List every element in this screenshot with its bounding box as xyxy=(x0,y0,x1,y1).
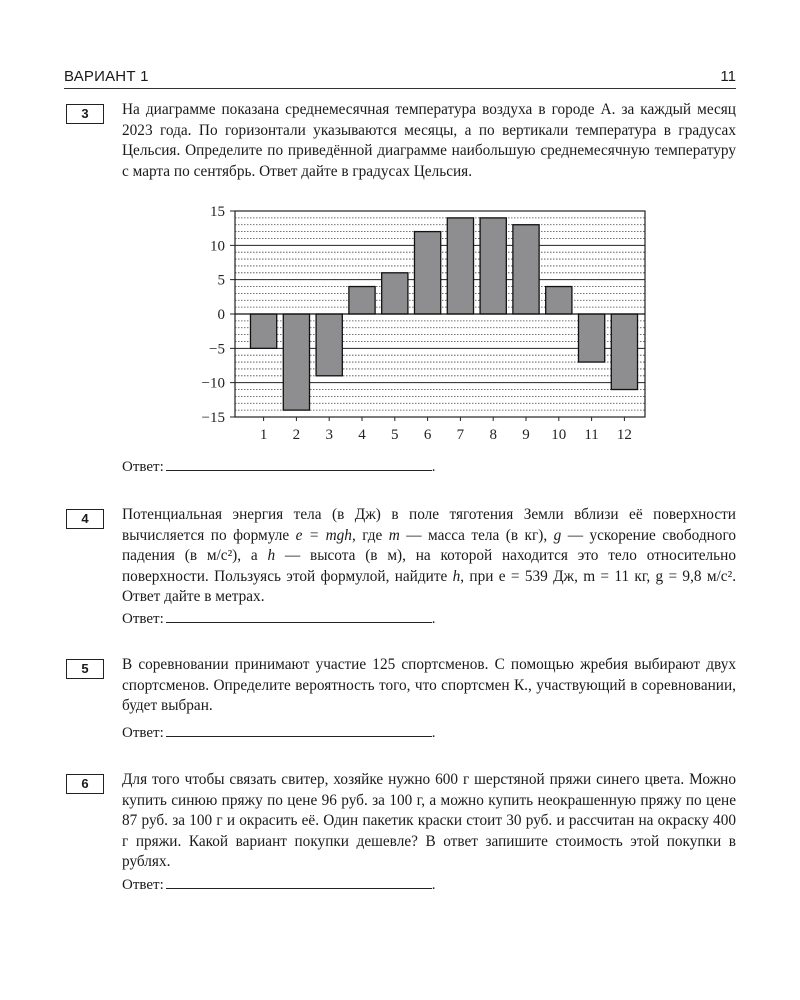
task-number: 5 xyxy=(66,659,104,679)
answer-label: Ответ: xyxy=(122,459,164,475)
bar-month-5 xyxy=(382,273,408,314)
x-tick-label: 3 xyxy=(325,427,333,443)
task-number: 6 xyxy=(66,774,104,794)
page-number: 11 xyxy=(720,68,736,85)
x-tick-label: 5 xyxy=(391,427,399,443)
y-tick-label: −5 xyxy=(209,341,225,358)
task-text: В соревновании принимают участие 125 спортсменов. С помощью жребия выбирают двух спортсменов. Определите вероятность того, что спортсмен К., участвующий в соревновании, будет выбран. xyxy=(122,656,736,714)
x-tick-label: 12 xyxy=(616,427,632,443)
y-tick-label: −15 xyxy=(201,410,225,426)
y-tick-label: −10 xyxy=(201,375,225,392)
bar-month-11 xyxy=(578,314,604,362)
answer-label: Ответ: xyxy=(122,877,164,893)
task-text: На диаграмме показана среднемесячная температура воздуха в городе А. за каждый месяц 2023 года. По горизонтали указываются месяцы, а по вертикали температура в градусах Цельсия. Определите по приведённой диаграмме наибольшую среднемесячную температуру с марта по сентябрь. Ответ дайте в градусах Цельсия. xyxy=(122,101,736,180)
y-tick-label: 10 xyxy=(210,238,225,255)
y-tick-label: 15 xyxy=(210,204,225,220)
temperature-bar-chart xyxy=(190,200,650,450)
bar-month-1 xyxy=(250,314,276,348)
bar-month-9 xyxy=(513,225,539,314)
x-tick-label: 2 xyxy=(292,427,301,443)
task-text: Для того чтобы связать свитер, хозяйке нужно 600 г шерстяной пряжи синего цвета. Можно купить синюю пряжу по цене 96 руб. за 100 г, а можно купить неокрашенную пряжу по цене 87 руб. за 100 г и окрасить её. Один пакетик краски стоит 30 руб. и рассчитан на окраску 400 г пряжи. Какой вариант покупки дешевле? В ответ запишите стоимость этой покупки в рублях. xyxy=(122,771,736,870)
x-tick-label: 9 xyxy=(522,427,530,443)
answer-label: Ответ: xyxy=(122,725,164,741)
bar-month-4 xyxy=(349,287,375,314)
answer-field-6[interactable]: Ответ: . xyxy=(122,877,436,893)
bar-month-10 xyxy=(546,287,572,314)
task-number: 4 xyxy=(66,509,104,529)
x-tick-label: 8 xyxy=(489,427,497,443)
x-tick-label: 11 xyxy=(584,427,599,443)
task-text: Потенциальная энергия тела (в Дж) в поле тяготения Земли вблизи её поверхности вычисляется по формуле e = mgh, где m — масса тела (в кг), g — ускорение свободного падения (в м/с²), а h — высота (в м), на которой находится это тело относительно поверхности. Пользуясь этой формулой, найдите h, при e = 539 Дж, m = 11 кг, g = 9,8 м/с². Ответ дайте в метрах. xyxy=(122,506,737,605)
bar-month-8 xyxy=(480,218,506,314)
bar-month-2 xyxy=(283,314,309,410)
page-header xyxy=(64,66,736,89)
y-tick-label: 5 xyxy=(217,272,225,289)
answer-line[interactable] xyxy=(166,876,432,889)
answer-line[interactable] xyxy=(166,458,432,471)
answer-line[interactable] xyxy=(166,724,432,737)
x-tick-label: 1 xyxy=(259,427,268,443)
variant-title: ВАРИАНТ 1 xyxy=(64,68,149,85)
bar-month-3 xyxy=(316,314,342,376)
answer-field-5[interactable]: Ответ: . xyxy=(122,725,436,741)
x-tick-label: 7 xyxy=(456,427,465,443)
y-tick-label: 0 xyxy=(217,307,225,323)
task-number: 3 xyxy=(66,104,104,124)
formula: e = mgh xyxy=(295,526,352,544)
bar-month-7 xyxy=(447,218,473,314)
answer-field-4[interactable]: Ответ: . xyxy=(122,611,436,627)
answer-field-3[interactable]: Ответ: . xyxy=(122,459,436,475)
x-tick-label: 10 xyxy=(551,427,567,443)
answer-label: Ответ: xyxy=(122,611,164,627)
bar-month-6 xyxy=(414,232,440,314)
x-tick-label: 6 xyxy=(423,427,432,443)
given-values: e = 539 Дж, m = 11 кг, g = 9,8 м/с² xyxy=(498,567,733,585)
bar-month-12 xyxy=(611,314,637,390)
answer-line[interactable] xyxy=(166,610,432,623)
x-tick-label: 4 xyxy=(358,427,366,443)
